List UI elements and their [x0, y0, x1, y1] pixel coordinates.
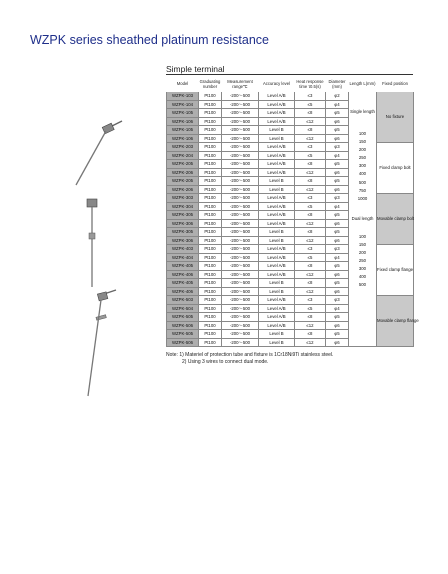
cell-graduating: Pt100: [199, 338, 222, 347]
cell-graduating: Pt100: [199, 194, 222, 203]
cell-measurement: -200～500: [222, 202, 259, 211]
cell-model: WZPK-206: [167, 168, 199, 177]
table-body: [167, 92, 419, 347]
cell-accuracy: Level B: [259, 330, 295, 339]
cell-graduating: Pt100: [199, 177, 222, 186]
cell-measurement: -200～500: [222, 92, 259, 100]
cell-graduating: Pt100: [199, 253, 222, 262]
probe-illustration-1: [70, 113, 130, 188]
cell-measurement: -200～500: [222, 321, 259, 330]
cell-graduating: Pt100: [199, 236, 222, 245]
length-value: 300: [358, 266, 367, 272]
length-value: 400: [358, 274, 367, 280]
header-accuracy: Accuracy level: [263, 81, 290, 86]
cell-measurement: -200～500: [222, 245, 259, 254]
cell-diameter: φ4: [326, 100, 349, 109]
cell-diameter: φ5: [326, 228, 349, 237]
cell-heat-response: ≤8: [295, 177, 326, 186]
cell-measurement: -200～500: [222, 279, 259, 288]
cell-diameter: φ5: [326, 330, 349, 339]
cell-measurement: -200～500: [222, 330, 259, 339]
probe-illustration-3: [82, 288, 122, 400]
cell-diameter: φ2: [326, 92, 349, 100]
fixed-position-1: No fixture: [377, 92, 414, 143]
cell-diameter: φ5: [326, 126, 349, 135]
cell-accuracy: Level A/B: [259, 194, 295, 203]
cell-accuracy: Level A/B: [259, 296, 295, 305]
cell-accuracy: Level A/B: [259, 270, 295, 279]
cell-heat-response: ≤3: [295, 245, 326, 254]
length-value: 1000: [357, 195, 368, 201]
cell-measurement: -200～500: [222, 228, 259, 237]
cell-heat-response: ≤5: [295, 253, 326, 262]
cell-accuracy: Level A/B: [259, 160, 295, 169]
cell-graduating: Pt100: [199, 117, 222, 126]
cell-model: WZPK-406: [167, 287, 199, 296]
cell-graduating: Pt100: [199, 151, 222, 160]
cell-graduating: Pt100: [199, 202, 222, 211]
cell-heat-response: ≤8: [295, 262, 326, 271]
cell-heat-response: ≤8: [295, 279, 326, 288]
cell-model: WZPK-504: [167, 304, 199, 313]
cell-accuracy: Level B: [259, 185, 295, 194]
cell-accuracy: Level A/B: [259, 253, 295, 262]
cell-model: WZPK-206: [167, 185, 199, 194]
cell-heat-response: ≤8: [295, 160, 326, 169]
cell-heat-response: ≤12: [295, 236, 326, 245]
cell-model: WZPK-404: [167, 253, 199, 262]
cell-diameter: φ5: [326, 160, 349, 169]
cell-model: WZPK-506: [167, 321, 199, 330]
cell-diameter: φ6: [326, 270, 349, 279]
length-value: 750: [358, 187, 367, 193]
cell-measurement: -200～500: [222, 262, 259, 271]
cell-diameter: φ4: [326, 151, 349, 160]
cell-measurement: -200～500: [222, 126, 259, 135]
cell-diameter: φ5: [326, 313, 349, 322]
cell-heat-response: ≤12: [295, 287, 326, 296]
cell-diameter: φ5: [326, 109, 349, 118]
length-dual-label: Dual length: [351, 215, 374, 221]
cell-heat-response: ≤12: [295, 117, 326, 126]
cell-diameter: φ3: [326, 296, 349, 305]
cell-accuracy: Level A/B: [259, 92, 295, 100]
cell-graduating: Pt100: [199, 313, 222, 322]
cell-measurement: -200～500: [222, 194, 259, 203]
cell-model: WZPK-305: [167, 228, 199, 237]
cell-heat-response: ≤12: [295, 270, 326, 279]
cell-measurement: -200～500: [222, 211, 259, 220]
cell-heat-response: ≤12: [295, 219, 326, 228]
cell-heat-response: ≤5: [295, 151, 326, 160]
cell-accuracy: Level B: [259, 134, 295, 143]
cell-accuracy: Level B: [259, 177, 295, 186]
cell-graduating: Pt100: [199, 321, 222, 330]
length-value: 500: [358, 179, 367, 185]
cell-heat-response: ≤8: [295, 330, 326, 339]
cell-accuracy: Level A/B: [259, 313, 295, 322]
cell-graduating: Pt100: [199, 92, 222, 100]
cell-model: WZPK-203: [167, 143, 199, 152]
table-row: [167, 194, 414, 203]
fixed-position-5: Movable clamp flange: [377, 296, 414, 347]
header-measurement: Measurement range℃: [227, 78, 253, 89]
cell-measurement: -200～500: [222, 117, 259, 126]
cell-measurement: -200～500: [222, 338, 259, 347]
page-title: WZPK series sheathed platinum resistance: [30, 33, 269, 47]
header-model: Model: [176, 81, 189, 86]
table-row: [167, 143, 414, 152]
cell-accuracy: Level A/B: [259, 304, 295, 313]
cell-model: WZPK-106: [167, 117, 199, 126]
cell-accuracy: Level A/B: [259, 321, 295, 330]
cell-graduating: Pt100: [199, 160, 222, 169]
cell-heat-response: ≤12: [295, 168, 326, 177]
cell-diameter: φ5: [326, 177, 349, 186]
cell-heat-response: ≤3: [295, 296, 326, 305]
probe-illustration-2: [80, 195, 105, 290]
length-value: 400: [358, 171, 367, 177]
cell-graduating: Pt100: [199, 304, 222, 313]
cell-measurement: -200～500: [222, 296, 259, 305]
cell-graduating: Pt100: [199, 287, 222, 296]
cell-model: WZPK-306: [167, 236, 199, 245]
cell-graduating: Pt100: [199, 185, 222, 194]
cell-diameter: φ6: [326, 338, 349, 347]
cell-diameter: φ6: [326, 287, 349, 296]
cell-model: WZPK-104: [167, 100, 199, 109]
cell-diameter: φ6: [326, 236, 349, 245]
length-column: [349, 92, 377, 347]
cell-heat-response: ≤8: [295, 126, 326, 135]
cell-accuracy: Level A/B: [259, 100, 295, 109]
cell-model: WZPK-305: [167, 211, 199, 220]
cell-accuracy: Level A/B: [259, 151, 295, 160]
header-fixed-position: Fixed position: [382, 81, 408, 86]
cell-heat-response: ≤5: [295, 304, 326, 313]
cell-accuracy: Level A/B: [259, 202, 295, 211]
cell-model: WZPK-303: [167, 194, 199, 203]
cell-model: WZPK-506: [167, 338, 199, 347]
cell-measurement: -200～500: [222, 304, 259, 313]
cell-measurement: -200～500: [222, 219, 259, 228]
notes: [166, 352, 333, 366]
length-value: 200: [358, 250, 367, 256]
table-header-row: [167, 75, 414, 92]
cell-accuracy: Level A/B: [259, 245, 295, 254]
cell-heat-response: ≤3: [295, 194, 326, 203]
cell-heat-response: ≤12: [295, 338, 326, 347]
cell-model: WZPK-405: [167, 279, 199, 288]
cell-diameter: φ6: [326, 185, 349, 194]
cell-diameter: φ6: [326, 168, 349, 177]
cell-diameter: φ3: [326, 194, 349, 203]
fixed-position-2: Fixed clamp bolt: [377, 143, 414, 194]
cell-heat-response: ≤3: [295, 143, 326, 152]
cell-diameter: φ3: [326, 143, 349, 152]
cell-accuracy: Level B: [259, 279, 295, 288]
cell-accuracy: Level A/B: [259, 211, 295, 220]
header-graduating: Graduating number: [199, 78, 221, 89]
cell-diameter: φ4: [326, 202, 349, 211]
cell-heat-response: ≤8: [295, 109, 326, 118]
cell-measurement: -200～500: [222, 185, 259, 194]
cell-model: WZPK-304: [167, 202, 199, 211]
cell-model: WZPK-204: [167, 151, 199, 160]
cell-graduating: Pt100: [199, 168, 222, 177]
cell-accuracy: Level B: [259, 236, 295, 245]
cell-model: WZPK-105: [167, 109, 199, 118]
cell-graduating: Pt100: [199, 126, 222, 135]
table-row: [167, 296, 414, 305]
cell-measurement: -200～500: [222, 100, 259, 109]
cell-model: WZPK-405: [167, 262, 199, 271]
cell-heat-response: ≤8: [295, 211, 326, 220]
length-value: 100: [358, 233, 367, 239]
cell-model: WZPK-403: [167, 245, 199, 254]
cell-diameter: φ6: [326, 134, 349, 143]
cell-accuracy: Level B: [259, 228, 295, 237]
length-value: 150: [358, 139, 367, 145]
cell-graduating: Pt100: [199, 270, 222, 279]
cell-diameter: φ5: [326, 279, 349, 288]
cell-measurement: -200～500: [222, 168, 259, 177]
cell-diameter: φ6: [326, 321, 349, 330]
cell-diameter: φ3: [326, 245, 349, 254]
cell-model: WZPK-106: [167, 134, 199, 143]
fixed-position-4: Fixed clamp flange: [377, 245, 414, 296]
cell-accuracy: Level A/B: [259, 168, 295, 177]
note-1: Note: 1) Materiel of protection tube and fixture is 1Cr18Ni9Ti stainless steel.: [166, 352, 334, 358]
cell-model: WZPK-503: [167, 296, 199, 305]
spec-table: [166, 75, 419, 347]
cell-heat-response: ≤5: [295, 100, 326, 109]
cell-accuracy: Level B: [259, 287, 295, 296]
cell-heat-response: ≤3: [295, 92, 326, 100]
cell-diameter: φ6: [326, 117, 349, 126]
cell-accuracy: Level B: [259, 338, 295, 347]
cell-heat-response: ≤12: [295, 134, 326, 143]
header-heat-response: Heat response time τ0.5(s): [296, 78, 324, 89]
cell-measurement: -200～500: [222, 313, 259, 322]
cell-measurement: -200～500: [222, 177, 259, 186]
cell-graduating: Pt100: [199, 296, 222, 305]
cell-measurement: -200～500: [222, 236, 259, 245]
cell-graduating: Pt100: [199, 330, 222, 339]
cell-model: WZPK-406: [167, 270, 199, 279]
cell-graduating: Pt100: [199, 228, 222, 237]
cell-accuracy: Level A/B: [259, 219, 295, 228]
cell-accuracy: Level A/B: [259, 109, 295, 118]
cell-measurement: -200～500: [222, 109, 259, 118]
cell-model: WZPK-105: [167, 126, 199, 135]
cell-measurement: -200～500: [222, 134, 259, 143]
cell-diameter: φ4: [326, 253, 349, 262]
cell-model: WZPK-505: [167, 313, 199, 322]
cell-heat-response: ≤12: [295, 185, 326, 194]
cell-measurement: -200～500: [222, 143, 259, 152]
fixed-position-3: Movable clamp bolt: [377, 194, 414, 245]
table-row: [167, 245, 414, 254]
cell-graduating: Pt100: [199, 211, 222, 220]
cell-graduating: Pt100: [199, 100, 222, 109]
note-2: 2) Using 3 wires to connect dual mode.: [182, 359, 269, 365]
cell-graduating: Pt100: [199, 279, 222, 288]
cell-measurement: -200～500: [222, 287, 259, 296]
cell-model: WZPK-205: [167, 177, 199, 186]
cell-accuracy: Level A/B: [259, 117, 295, 126]
cell-diameter: φ6: [326, 219, 349, 228]
cell-measurement: -200～500: [222, 253, 259, 262]
length-value: 150: [358, 241, 367, 247]
length-value: 300: [358, 163, 367, 169]
section-subtitle: Simple terminal: [166, 64, 225, 74]
cell-model: WZPK-306: [167, 219, 199, 228]
length-value: 250: [358, 155, 367, 161]
cell-heat-response: ≤5: [295, 202, 326, 211]
cell-diameter: φ5: [326, 211, 349, 220]
cell-graduating: Pt100: [199, 134, 222, 143]
cell-diameter: φ5: [326, 262, 349, 271]
header-length: Length L(mm): [349, 81, 376, 86]
cell-measurement: -200～500: [222, 270, 259, 279]
cell-graduating: Pt100: [199, 143, 222, 152]
cell-model: WZPK-205: [167, 160, 199, 169]
cell-model: WZPK-103: [167, 92, 199, 100]
length-value: 100: [358, 131, 367, 136]
cell-graduating: Pt100: [199, 109, 222, 118]
length-value: 500: [358, 282, 367, 288]
cell-accuracy: Level B: [259, 126, 295, 135]
cell-measurement: -200～500: [222, 160, 259, 169]
cell-accuracy: Level A/B: [259, 143, 295, 152]
cell-graduating: Pt100: [199, 219, 222, 228]
cell-model: WZPK-505: [167, 330, 199, 339]
cell-heat-response: ≤8: [295, 228, 326, 237]
header-diameter: Diameter (mm): [328, 78, 346, 89]
length-single-label: Single length: [350, 109, 375, 114]
length-value: 200: [358, 147, 367, 153]
length-value: 250: [358, 258, 367, 264]
cell-measurement: -200～500: [222, 151, 259, 160]
cell-graduating: Pt100: [199, 245, 222, 254]
cell-accuracy: Level A/B: [259, 262, 295, 271]
table-row: [167, 92, 414, 100]
cell-graduating: Pt100: [199, 262, 222, 271]
cell-diameter: φ4: [326, 304, 349, 313]
cell-heat-response: ≤12: [295, 321, 326, 330]
cell-heat-response: ≤8: [295, 313, 326, 322]
